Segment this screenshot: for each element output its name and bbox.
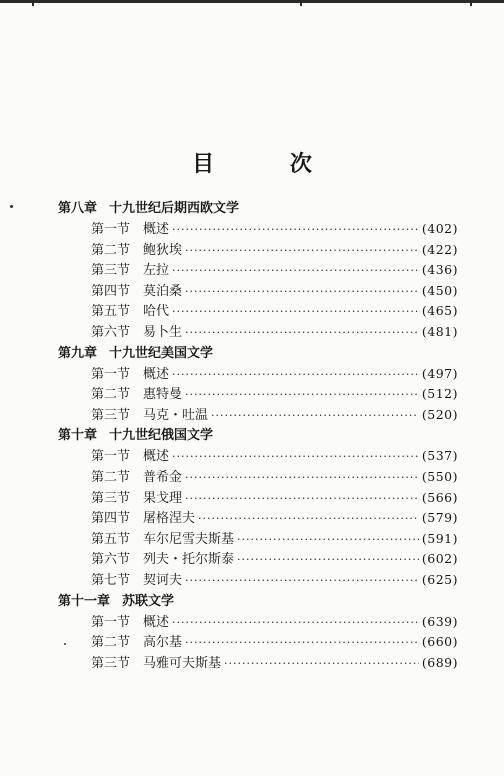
dot-leader xyxy=(172,365,419,386)
top-border-tick xyxy=(300,0,302,6)
page-number: (639) xyxy=(421,613,458,629)
chapter-name: 十九世纪美国文学 xyxy=(109,345,214,361)
toc-entry xyxy=(58,301,458,322)
section-name: 概述 xyxy=(143,449,170,465)
page-number: (465) xyxy=(421,303,458,319)
section-number: 第三节 xyxy=(91,407,131,423)
chapter-number: 第八章 xyxy=(58,201,98,216)
page-number: (602) xyxy=(421,551,458,567)
dot-leader xyxy=(172,220,419,241)
toc-entry xyxy=(58,405,458,426)
section-name: 马克・吐温 xyxy=(143,407,209,423)
page-number: (625) xyxy=(421,571,458,587)
page-number: (550) xyxy=(421,468,458,484)
toc-entry xyxy=(58,281,458,302)
toc-entry xyxy=(58,446,458,467)
dot-leader xyxy=(172,261,419,282)
chapter-heading xyxy=(58,198,458,219)
dot-leader xyxy=(237,550,419,571)
dot-leader xyxy=(172,447,419,468)
section-name: 概述 xyxy=(143,614,170,630)
section-name: 概述 xyxy=(143,366,170,382)
dot-leader xyxy=(185,241,419,262)
section-name: 左拉 xyxy=(143,263,170,279)
top-border-tick xyxy=(32,0,34,6)
dot-leader xyxy=(224,654,419,675)
toc-entry xyxy=(58,488,458,509)
section-number: 第五节 xyxy=(91,531,131,547)
scan-speck xyxy=(10,205,13,208)
chapter-number: 第十章 xyxy=(58,428,98,444)
section-name: 莫泊桑 xyxy=(143,283,183,299)
section-name: 普希金 xyxy=(143,469,183,485)
section-number: 第一节 xyxy=(91,366,131,382)
page-number: (450) xyxy=(421,282,458,298)
page-number: (422) xyxy=(421,241,458,257)
page-number: (660) xyxy=(421,634,458,650)
toc-entry xyxy=(58,529,458,550)
page-number: (436) xyxy=(421,262,458,278)
dot-leader xyxy=(185,468,419,489)
dot-leader xyxy=(237,530,419,551)
dot-leader xyxy=(185,571,419,592)
chapter-heading xyxy=(58,425,458,446)
dot-leader xyxy=(185,633,419,654)
top-border-rule xyxy=(0,0,504,3)
toc-entry xyxy=(58,467,458,488)
chapter-name: 十九世纪俄国文学 xyxy=(109,428,214,444)
toc-entry xyxy=(58,322,458,343)
section-number: 第二节 xyxy=(91,469,131,485)
section-name: 易卜生 xyxy=(143,324,183,340)
section-name: 马雅可夫斯基 xyxy=(143,655,222,671)
section-name: 哈代 xyxy=(143,304,170,320)
section-number: 第七节 xyxy=(91,572,131,588)
section-number: 第三节 xyxy=(91,655,131,671)
section-name: 列夫・托尔斯泰 xyxy=(143,552,235,568)
dot-leader xyxy=(185,385,419,406)
section-number: 第二节 xyxy=(91,242,131,258)
section-number: 第二节 xyxy=(91,635,131,651)
dot-leader xyxy=(185,323,419,344)
section-number: 第三节 xyxy=(91,490,131,506)
toc-entry xyxy=(58,364,458,385)
toc-entry xyxy=(58,508,458,529)
section-name: 高尔基 xyxy=(143,635,183,651)
toc-entry xyxy=(58,260,458,281)
page-number: (481) xyxy=(421,323,458,339)
section-name: 惠特曼 xyxy=(143,387,183,403)
chapter-number: 第九章 xyxy=(58,345,98,361)
table-of-contents xyxy=(58,198,458,673)
toc-entry xyxy=(58,384,458,405)
section-name: 车尔尼雪夫斯基 xyxy=(143,531,235,547)
page-number: (402) xyxy=(421,221,458,236)
dot-leader xyxy=(198,509,419,530)
section-number: 第一节 xyxy=(91,614,131,630)
dot-leader xyxy=(185,489,419,510)
toc-entry xyxy=(58,240,458,261)
section-number: 第六节 xyxy=(91,324,131,340)
section-name: 契诃夫 xyxy=(143,572,183,588)
dot-leader xyxy=(185,282,419,303)
page-number: (497) xyxy=(421,365,458,381)
dot-leader xyxy=(211,406,419,427)
page-number: (566) xyxy=(421,489,458,505)
chapter-name: 十九世纪后期西欧文学 xyxy=(109,201,240,216)
toc-entry xyxy=(58,653,458,674)
page-number: (579) xyxy=(421,510,458,526)
section-number: 第四节 xyxy=(91,283,131,299)
dot-leader xyxy=(172,613,419,634)
toc-entry xyxy=(58,549,458,570)
top-border-tick xyxy=(470,0,472,6)
section-name: 果戈理 xyxy=(143,490,183,506)
chapter-number: 第十一章 xyxy=(58,593,111,609)
page-number: (537) xyxy=(421,448,458,464)
page-number: (520) xyxy=(421,406,458,422)
page-title: 目 次 xyxy=(192,150,346,177)
toc-entry xyxy=(58,570,458,591)
section-number: 第二节 xyxy=(91,387,131,403)
chapter-heading xyxy=(58,591,458,612)
section-number: 第一节 xyxy=(91,222,131,237)
chapter-name: 苏联文学 xyxy=(122,593,175,609)
chapter-heading xyxy=(58,343,458,364)
section-name: 概述 xyxy=(143,222,170,237)
section-number: 第三节 xyxy=(91,263,131,279)
page-number: (591) xyxy=(421,530,458,546)
section-name: 屠格涅夫 xyxy=(143,511,196,527)
page-number: (689) xyxy=(421,654,458,670)
page-number: (512) xyxy=(421,386,458,402)
section-number: 第四节 xyxy=(91,511,131,527)
toc-entry xyxy=(58,632,458,653)
section-number: 第五节 xyxy=(91,304,131,320)
section-number: 第一节 xyxy=(91,449,131,465)
section-name: 鲍狄埃 xyxy=(143,242,183,258)
toc-entry xyxy=(58,612,458,633)
toc-entry xyxy=(58,219,458,240)
dot-leader xyxy=(172,302,419,323)
section-number: 第六节 xyxy=(91,552,131,568)
